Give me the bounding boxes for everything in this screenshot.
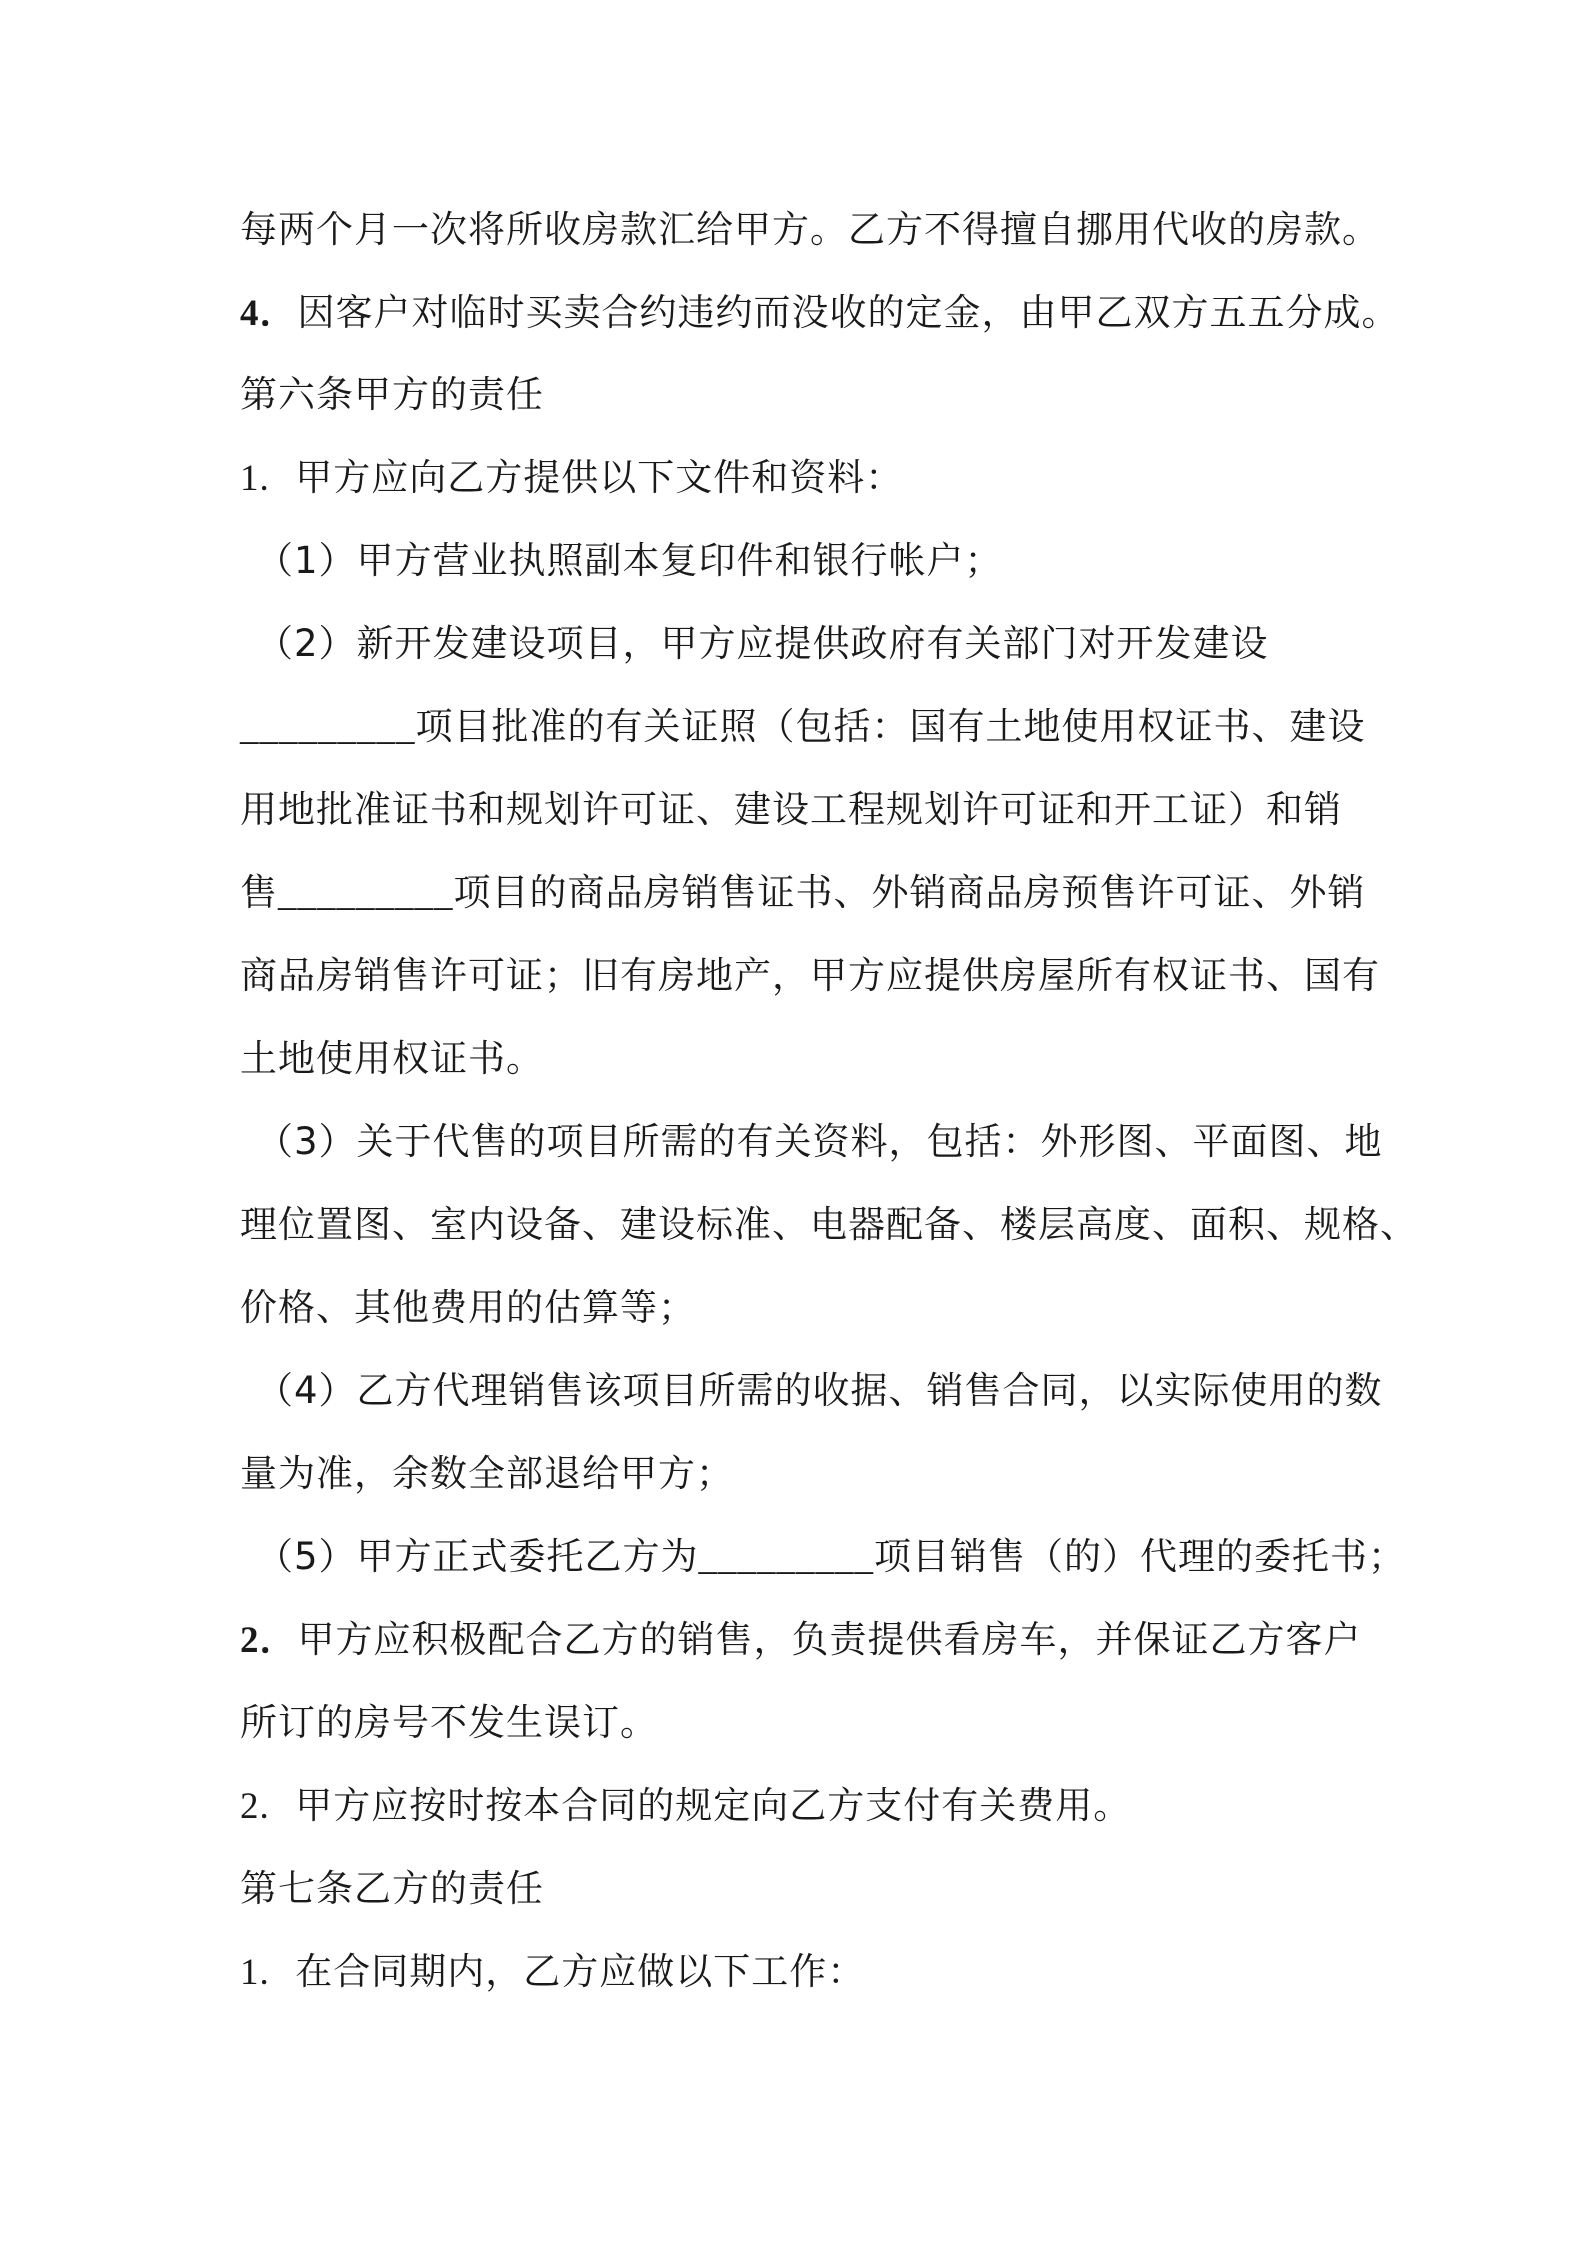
line-text: （4）乙方代理销售该项目所需的收据、销售合同，以实际使用的数 — [256, 1369, 1383, 1412]
fill-in-blank: _________ — [698, 1537, 875, 1578]
text-line — [240, 1617, 1362, 1664]
section-heading — [240, 372, 544, 418]
text-line — [240, 1783, 1131, 1830]
line-text: （3）关于代售的项目所需的有关资料，包括：外形图、平面图、地 — [256, 1120, 1383, 1163]
line-text: 售 — [240, 871, 278, 914]
line-text: 商品房销售许可证；旧有房地产，甲方应提供房屋所有权证书、国有 — [240, 954, 1380, 997]
item-number: 4． — [240, 293, 298, 334]
text-line — [240, 1202, 1418, 1248]
text-line — [240, 455, 903, 502]
line-text: （1）甲方营业执照副本复印件和银行帐户； — [256, 539, 1003, 582]
fill-in-blank: _________ — [240, 707, 416, 748]
heading-text: 第六条甲方的责任 — [240, 373, 544, 416]
item-number: 2. — [240, 1786, 270, 1827]
text-line — [256, 1534, 1406, 1581]
line-text: （5）甲方正式委托乙方为 — [256, 1535, 699, 1578]
line-text: 每两个月一次将所收房款汇给甲方。乙方不得擅自挪用代收的房款。 — [240, 208, 1380, 251]
line-text: 甲方应积极配合乙方的销售，负责提供看房车，并保证乙方客户 — [297, 1618, 1362, 1661]
line-text: 所订的房号不发生误订。 — [240, 1701, 658, 1744]
line-text: 在合同期内，乙方应做以下工作： — [295, 1950, 866, 1993]
heading-text: 第七条乙方的责任 — [240, 1867, 544, 1910]
line-text: 因客户对临时买卖合约违约而没收的定金，由甲乙双方五五分成。 — [297, 291, 1400, 334]
text-line — [240, 704, 1366, 751]
text-line — [240, 1285, 696, 1331]
line-text: 甲方应按时按本合同的规定向乙方支付有关费用。 — [295, 1784, 1132, 1827]
section-heading — [240, 1866, 544, 1912]
line-text: （2）新开发建设项目，甲方应提供政府有关部门对开发建设 — [256, 622, 1269, 665]
line-text: 用地批准证书和规划许可证、建设工程规划许可证和开工证）和销 — [240, 788, 1342, 831]
item-number: 1. — [240, 458, 270, 499]
text-line — [240, 787, 1342, 833]
line-text: 价格、其他费用的估算等； — [240, 1286, 696, 1329]
text-line — [256, 538, 1003, 584]
fill-in-blank: _________ — [278, 873, 454, 914]
text-line — [240, 1949, 865, 1996]
line-text: 土地使用权证书。 — [240, 1037, 544, 1080]
text-line — [256, 621, 1269, 667]
item-number: 2． — [240, 1620, 298, 1661]
line-text: 项目的商品房销售证书、外销商品房预售许可证、外销 — [453, 871, 1366, 914]
line-text: 量为准，余数全部退给甲方； — [240, 1452, 734, 1495]
text-line — [240, 870, 1366, 917]
item-number: 1. — [240, 1952, 270, 1993]
text-line — [256, 1119, 1383, 1165]
text-line — [240, 290, 1400, 337]
line-text: 项目销售（的）代理的委托书； — [874, 1535, 1407, 1578]
text-line — [240, 207, 1380, 253]
line-text: 甲方应向乙方提供以下文件和资料： — [295, 456, 904, 499]
text-line — [240, 1700, 658, 1746]
text-line — [240, 953, 1380, 999]
text-line — [240, 1036, 544, 1082]
line-text: 项目批准的有关证照（包括：国有土地使用权证书、建设 — [415, 705, 1366, 748]
text-line — [256, 1368, 1383, 1414]
line-text: 理位置图、室内设备、建设标准、电器配备、楼层高度、面积、规格、 — [240, 1203, 1418, 1246]
text-line — [240, 1451, 734, 1497]
